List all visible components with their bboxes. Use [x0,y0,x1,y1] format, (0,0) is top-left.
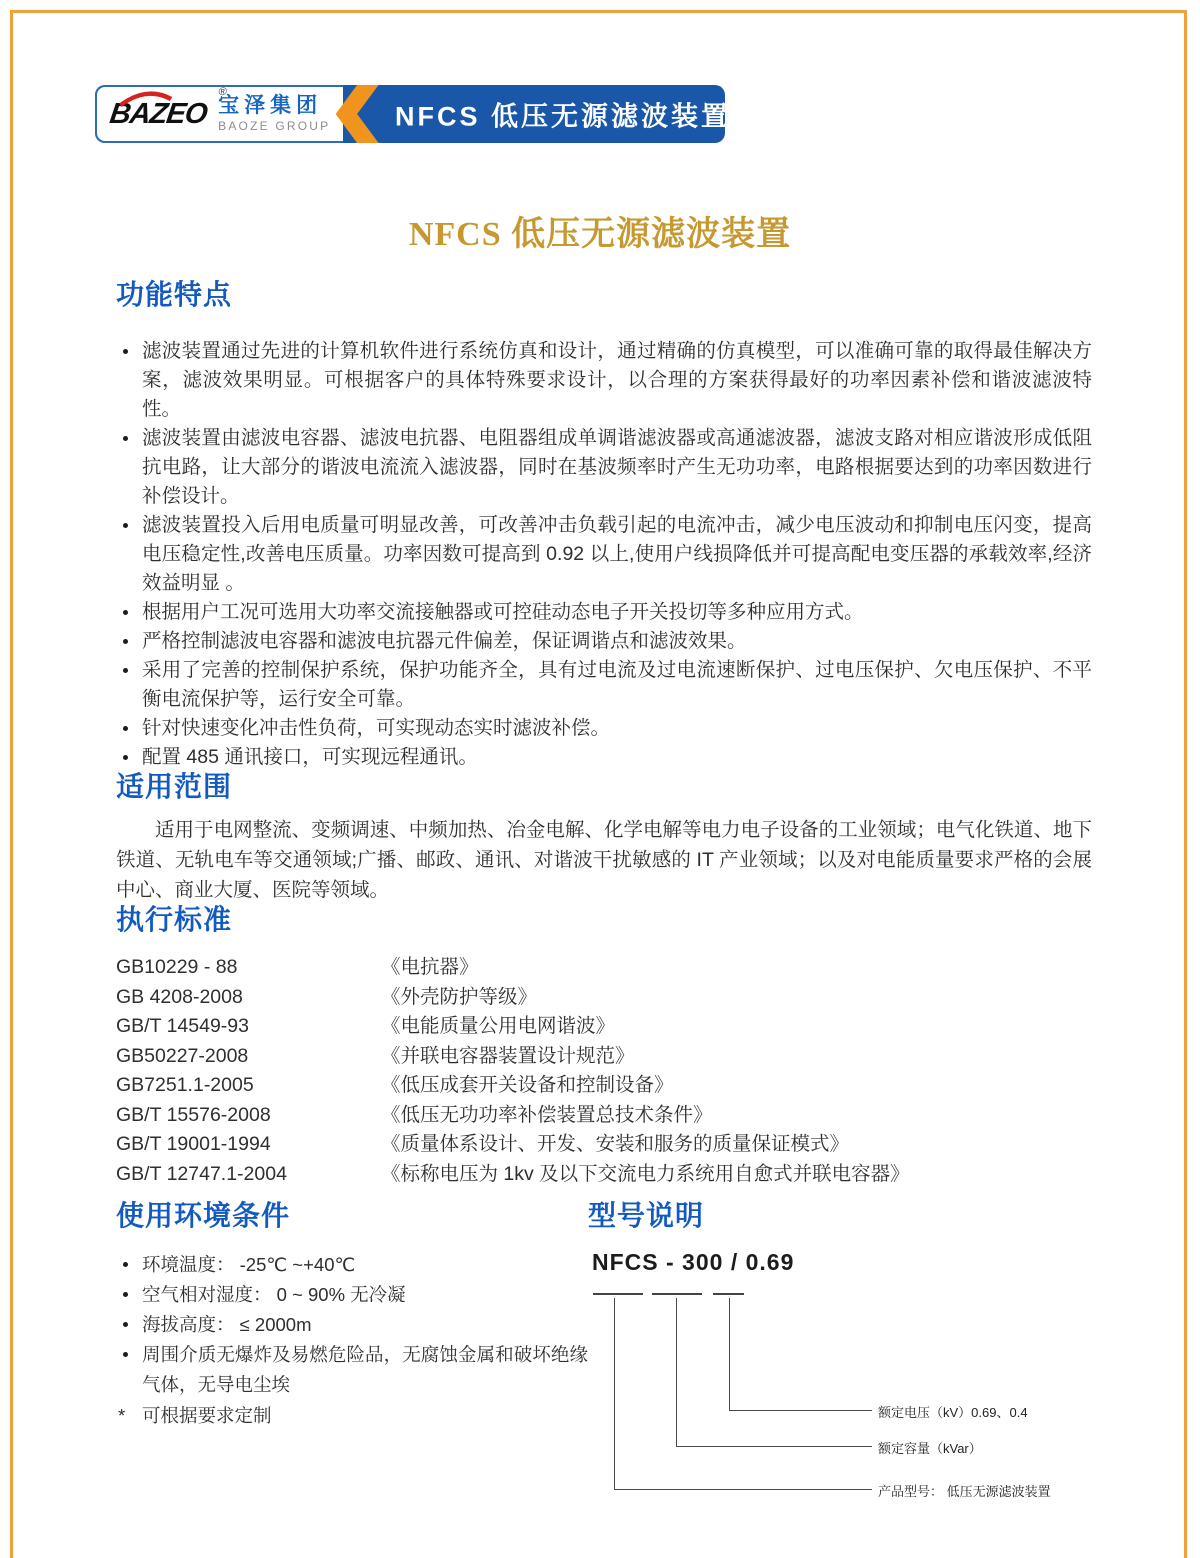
standards-list [116,953,1092,1189]
environment-list [116,1250,588,1400]
registered-mark-icon: ® [217,85,227,98]
standard-code: GB10229 - 88 [116,956,238,979]
bullet-icon [116,656,142,714]
list-item: 采用了完善的控制保护系统，保护功能齐全，具有过电流及过电流速断保护、过电压保护、欠电压保护、不平衡电流保护等，运行安全可靠。 [116,656,1092,714]
bullet-icon [116,1340,142,1400]
diagram-line [676,1446,872,1447]
section-heading-features: 功能特点 [116,279,233,310]
label-product-type: 产品型号： 低压无源滤波装置 [878,1484,1051,1500]
bullet-icon [116,511,142,598]
bullet-icon [116,337,142,424]
list-item: 配置 485 通讯接口，可实现远程通讯。 [116,743,1092,772]
standard-code: GB/T 15576-2008 [116,1103,271,1126]
bottom-columns [116,1201,1092,1513]
company-logo [95,85,343,143]
standard-code: GB7251.1-2005 [116,1074,254,1097]
table-row [116,953,1092,983]
list-item: 滤波装置投入后用电质量可明显改善，可改善冲击负载引起的电流冲击，减少电压波动和抑制电压闪变，提高电压稳定性,改善电压质量。功率因数可提高到 0.92 以上,使用户线损降低并可提高配电变压器的承载效率,经济效益明显 。 [116,511,1092,598]
list-item: 海拔高度： ≤ 2000m [116,1310,588,1340]
document-content [116,280,1092,1513]
environment-column [116,1201,588,1513]
label-rated-voltage: 额定电压（kV）0.69、0.4 [878,1405,1028,1421]
label-rated-capacity: 额定容量（kVar） [878,1441,982,1457]
table-row [116,1012,1092,1042]
standard-code: GB/T 12747.1-2004 [116,1162,287,1185]
table-row [116,1042,1092,1072]
standard-title: 《外壳防护等级》 [381,985,538,1008]
bullet-icon [116,627,142,656]
features-list [116,337,1092,772]
section-heading-model: 型号说明 [588,1200,705,1232]
model-underline [593,1293,643,1295]
logo-swoosh-icon [117,91,175,107]
standard-code: GB 4208-2008 [116,985,243,1008]
section-heading-standards: 执行标准 [116,903,233,935]
diagram-line [614,1489,872,1490]
model-column [588,1201,1092,1513]
section-heading-scope: 适用范围 [116,770,233,802]
list-item: 滤波装置通过先进的计算机软件进行系统仿真和设计，通过精确的仿真模型，可以准确可靠的取得最佳解决方案，滤波效果明显。可根据客户的具体特殊要求设计，以合理的方案获得最好的功率因素补偿和谐波滤波特性。 [116,337,1092,424]
table-row [116,1160,1092,1190]
note-text: 可根据要求定制 [142,1405,272,1427]
standard-title: 《低压成套开关设备和控制设备》 [381,1074,674,1097]
model-code: NFCS - 300 / 0.69 [592,1249,795,1276]
model-underline [713,1293,744,1295]
diagram-line [614,1298,615,1489]
standard-title: 《电能质量公用电网谐波》 [381,1015,616,1038]
standard-title: 《电抗器》 [381,956,479,979]
standard-title: 《低压无功功率补偿装置总技术条件》 [381,1103,713,1126]
bullet-icon [116,743,142,772]
list-item: 滤波装置由滤波电容器、滤波电抗器、电阻器组成单调谐滤波器或高通滤波器，滤波支路对相应谐波形成低阻抗电路，让大部分的谐波电流流入滤波器，同时在基波频率时产生无功功率，电路根据要达到的功率因数进行补偿设计。 [116,424,1092,511]
list-item: 环境温度： -25℃ ~+40℃ [116,1250,588,1280]
table-row [116,1071,1092,1101]
header-banner [95,85,731,143]
page-title: NFCS 低压无源滤波装置 [408,216,792,253]
list-item: 严格控制滤波电容器和滤波电抗器元件偏差，保证调谐点和滤波效果。 [116,627,1092,656]
scope-paragraph: 适用于电网整流、变频调速、中频加热、冶金电解、化学电解等电力电子设备的工业领域；电气化铁道、地下铁道、无轨电车等交通领域;广播、邮政、通讯、对谐波干扰敏感的 IT 产业领域；以及对电能质量要求严格的会展中心、商业大厦、医院等领域。 [116,818,1092,901]
company-name-cn: 宝泽集团 [218,94,323,118]
bullet-icon [116,1280,142,1310]
model-underline [652,1293,702,1295]
banner-product-title: NFCS 低压无源滤波装置 [395,101,731,132]
bullet-icon [116,1310,142,1340]
table-row [116,1101,1092,1131]
list-item: 周围介质无爆炸及易燃危险品，无腐蚀金属和破坏绝缘气体，无导电尘埃 [116,1340,588,1400]
custom-note [116,1401,588,1431]
bullet-icon [116,1250,142,1280]
logo-wordmark [107,85,227,130]
bullet-icon [116,598,142,627]
list-item: 针对快速变化冲击性负荷，可实现动态实时滤波补偿。 [116,714,1092,743]
company-name-en: BAOZE GROUP [218,119,331,134]
table-row [116,1130,1092,1160]
bullet-icon [116,424,142,511]
standard-code: GB/T 19001-1994 [116,1133,271,1156]
standard-title: 《标称电压为 1kv 及以下交流电力系统用自愈式并联电容器》 [381,1162,910,1185]
list-item: 空气相对湿度： 0 ~ 90% 无冷凝 [116,1280,588,1310]
list-item: 根据用户工况可选用大功率交流接触器或可控硅动态电子开关投切等多种应用方式。 [116,598,1092,627]
standard-code: GB/T 14549-93 [116,1015,249,1038]
diagram-line [729,1410,872,1411]
standard-title: 《质量体系设计、开发、安装和服务的质量保证模式》 [381,1133,850,1156]
section-heading-environment: 使用环境条件 [116,1200,291,1232]
diagram-line [729,1298,730,1410]
diagram-line [676,1298,677,1446]
table-row [116,983,1092,1013]
standard-code: GB50227-2008 [116,1044,249,1067]
bullet-icon [116,714,142,743]
company-names [218,95,330,133]
logo-text: BAZEO [107,97,209,130]
asterisk-icon: * [118,1405,126,1427]
standard-title: 《并联电容器装置设计规范》 [381,1044,635,1067]
